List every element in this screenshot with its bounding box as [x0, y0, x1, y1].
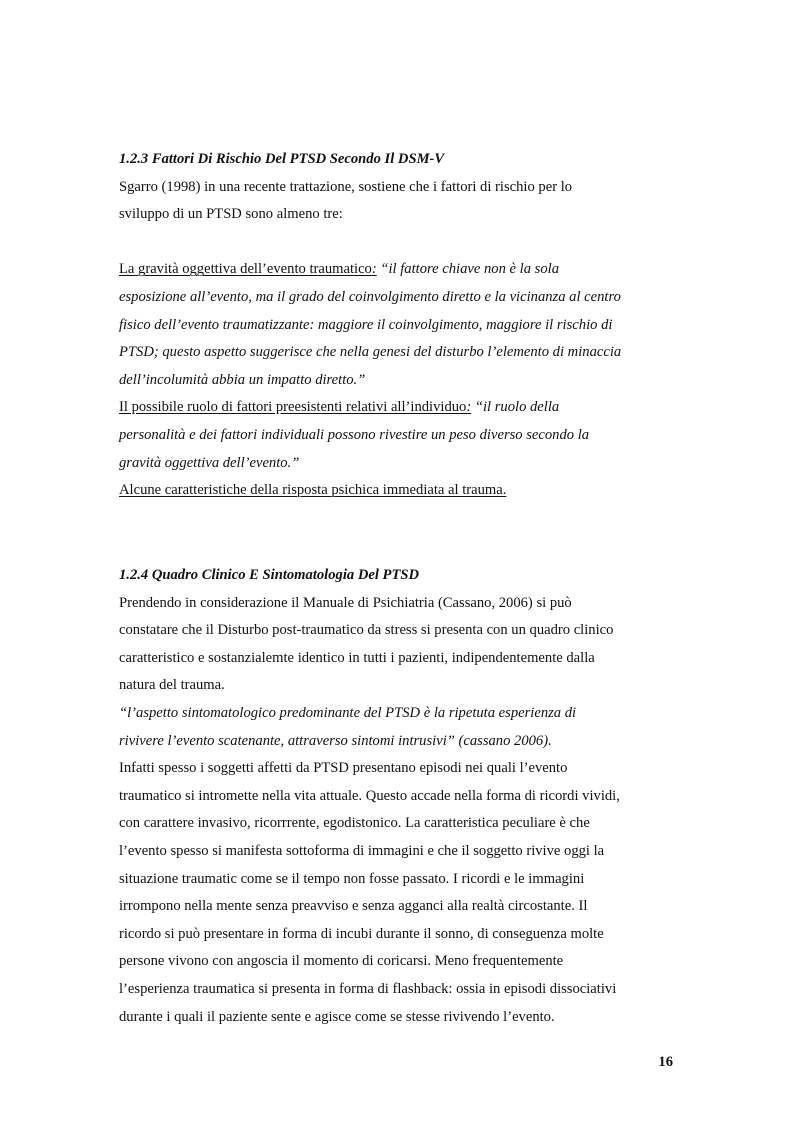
- body-line: con carattere invasivo, ricorrrente, egodistonico. La caratteristica peculiare è che: [119, 815, 590, 832]
- body-line: constatare che il Disturbo post-traumatico da stress si presenta con un quadro clinico: [119, 622, 614, 639]
- body-line: ricordo si può presentare in forma di incubi durante il sonno, di conseguenza molte: [119, 925, 604, 942]
- body-line: sviluppo di un PTSD sono almeno tre:: [119, 206, 343, 223]
- risk-factor-1: [119, 256, 689, 284]
- body-line: situazione traumatic come se il tempo non fosse passato. I ricordi e le immagini: [119, 870, 585, 887]
- quote-line: fisico dell’evento traumatizzante: maggiore il coinvolgimento, maggiore il rischio di: [119, 316, 613, 333]
- body-line: traumatico si intromette nella vita attuale. Questo accade nella forma di ricordi vividi,: [119, 787, 620, 804]
- risk-factor-2: [119, 394, 689, 422]
- quote-line: esposizione all’evento, ma il grado del coinvolgimento diretto e la vicinanza al centro: [119, 288, 621, 305]
- section-heading: 1.2.3 Fattori Di Rischio Del PTSD Secondo Il DSM-V: [119, 151, 445, 167]
- body-line: durante i quali il paziente sente e agisce come se stesse rivivendo l’evento.: [119, 1008, 555, 1025]
- quote-line: “l’aspetto sintomatologico predominante del PTSD è la ripetuta esperienza di: [119, 704, 577, 721]
- risk-factor-quote-start: “il fattore chiave non è la sola: [376, 261, 559, 278]
- risk-factor-3: [119, 477, 689, 505]
- body-line: l’esperienza traumatica si presenta in forma di flashback: ossia in episodi dissociativi: [119, 980, 617, 997]
- quote-line: dell’incolumità abbia un impatto diretto.”: [119, 371, 366, 388]
- risk-factor-label: Alcune caratteristiche della risposta psichica immediata al trauma.: [119, 482, 507, 499]
- risk-factor-label: La gravità oggettiva dell’evento traumatico: [119, 261, 372, 278]
- section-quadro-clinico: [119, 562, 689, 1031]
- body-line: natura del trauma.: [119, 677, 225, 694]
- blank-line: [119, 229, 689, 257]
- body-line: Prendendo in considerazione il Manuale di Psichiatria (Cassano, 2006) si può: [119, 594, 572, 611]
- body-line: persone vivono con angoscia il momento di coricarsi. Meno frequentemente: [119, 953, 564, 970]
- section-fattori-di-rischio: [119, 146, 689, 505]
- risk-factor-colon: :: [466, 399, 472, 416]
- body-line: l’evento spesso si manifesta sottoforma di immagini e che il soggetto rivive oggi la: [119, 842, 605, 859]
- quote-line: PTSD; questo aspetto suggerisce che nella genesi del disturbo l’elemento di minaccia: [119, 344, 622, 361]
- quote-line: gravità oggettiva dell’evento.”: [119, 454, 300, 471]
- quote-line: personalità e dei fattori individuali possono rivestire un peso diverso secondo la: [119, 426, 590, 443]
- page-number: 16: [658, 1054, 673, 1070]
- section-heading: 1.2.4 Quadro Clinico E Sintomatologia Del PTSD: [119, 567, 420, 583]
- body-line: caratteristico e sostanzialemte identico in tutti i pazienti, indipendentemente dalla: [119, 649, 595, 666]
- body-line: Infatti spesso i soggetti affetti da PTSD presentano episodi nei quali l’evento: [119, 760, 568, 777]
- risk-factor-colon: :: [371, 261, 377, 278]
- risk-factor-label: Il possibile ruolo di fattori preesistenti relativi all’individuo: [119, 399, 467, 416]
- body-line: irrompono nella mente senza preavviso e senza agganci alla realtà circostante. Il: [119, 898, 588, 915]
- quote-line: rivivere l’evento scatenante, attraverso sintomi intrusivi” (cassano 2006).: [119, 732, 552, 749]
- risk-factor-quote-start: “il ruolo della: [471, 399, 560, 416]
- body-line: Sgarro (1998) in una recente trattazione, sostiene che i fattori di rischio per lo: [119, 178, 573, 195]
